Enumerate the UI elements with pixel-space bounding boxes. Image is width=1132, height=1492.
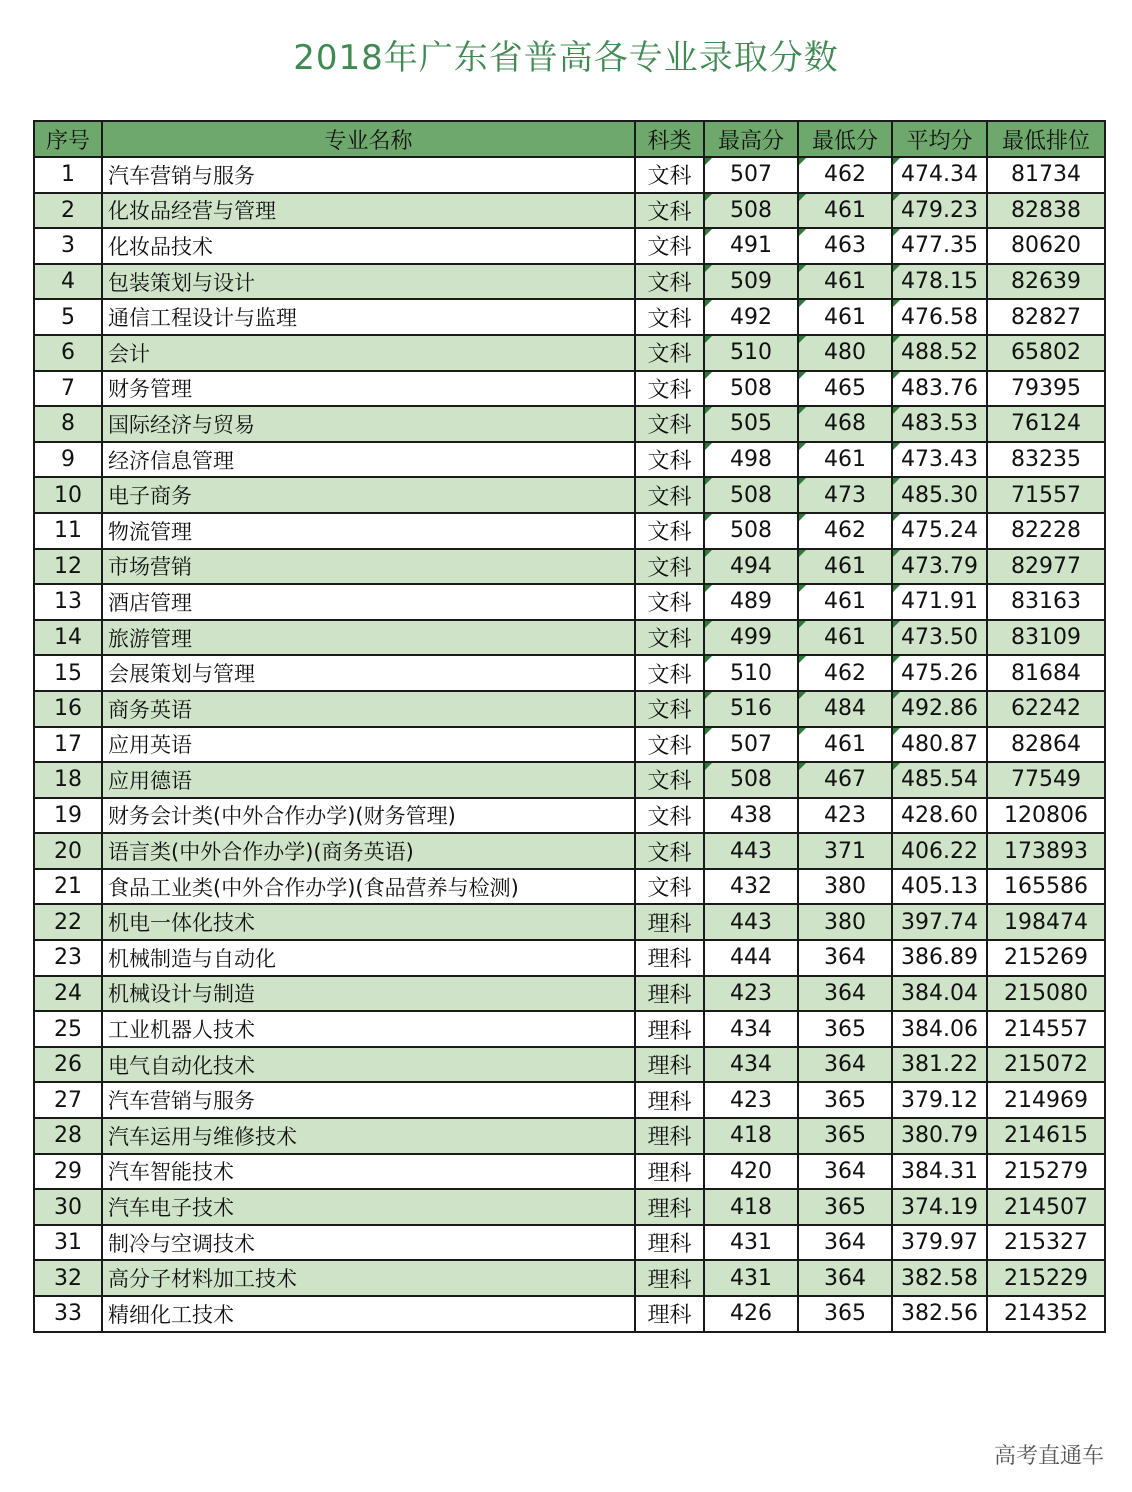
- header-avg-score: 平均分: [892, 121, 987, 157]
- cell-min-rank: 215072: [987, 1047, 1105, 1083]
- cell-max-score: 507: [704, 727, 798, 763]
- cell-min-rank: 76124: [987, 406, 1105, 442]
- table-row: [34, 1225, 1105, 1261]
- cell-track: 文科: [635, 335, 704, 371]
- cell-avg-score: 492.86: [892, 691, 987, 727]
- cell-track: 理科: [635, 1082, 704, 1118]
- cell-index: 1: [34, 157, 102, 193]
- cell-major-name: 会计: [102, 335, 635, 371]
- cell-min-rank: 198474: [987, 904, 1105, 940]
- cell-avg-score: 478.15: [892, 264, 987, 300]
- admission-scores-table: [33, 120, 1106, 1333]
- cell-max-score: 426: [704, 1296, 798, 1332]
- cell-major-name: 经济信息管理: [102, 442, 635, 478]
- cell-index: 9: [34, 442, 102, 478]
- cell-avg-score: 386.89: [892, 940, 987, 976]
- cell-track: 文科: [635, 513, 704, 549]
- cell-major-name: 食品工业类(中外合作办学)(食品营养与检测): [102, 869, 635, 905]
- cell-track: 理科: [635, 1225, 704, 1261]
- table-row: [34, 299, 1105, 335]
- cell-track: 文科: [635, 869, 704, 905]
- cell-avg-score: 374.19: [892, 1189, 987, 1225]
- cell-min-rank: 83109: [987, 620, 1105, 656]
- table-row: [34, 228, 1105, 264]
- table-row: [34, 869, 1105, 905]
- cell-index: 22: [34, 904, 102, 940]
- cell-min-rank: 80620: [987, 228, 1105, 264]
- cell-track: 文科: [635, 549, 704, 585]
- cell-track: 理科: [635, 1154, 704, 1190]
- cell-min-score: 364: [798, 1260, 892, 1296]
- cell-index: 21: [34, 869, 102, 905]
- table-row: [34, 798, 1105, 834]
- cell-min-rank: 83163: [987, 584, 1105, 620]
- cell-track: 文科: [635, 299, 704, 335]
- cell-min-rank: 165586: [987, 869, 1105, 905]
- cell-major-name: 汽车电子技术: [102, 1189, 635, 1225]
- cell-major-name: 精细化工技术: [102, 1296, 635, 1332]
- cell-min-score: 365: [798, 1189, 892, 1225]
- cell-min-score: 480: [798, 335, 892, 371]
- cell-min-rank: 81684: [987, 655, 1105, 691]
- cell-min-rank: 82639: [987, 264, 1105, 300]
- cell-max-score: 438: [704, 798, 798, 834]
- cell-min-score: 365: [798, 1118, 892, 1154]
- cell-min-rank: 214507: [987, 1189, 1105, 1225]
- cell-min-score: 463: [798, 228, 892, 264]
- cell-min-score: 465: [798, 371, 892, 407]
- cell-index: 26: [34, 1047, 102, 1083]
- cell-avg-score: 485.54: [892, 762, 987, 798]
- cell-max-score: 418: [704, 1189, 798, 1225]
- cell-index: 3: [34, 228, 102, 264]
- cell-track: 文科: [635, 264, 704, 300]
- cell-track: 理科: [635, 976, 704, 1012]
- cell-major-name: 财务会计类(中外合作办学)(财务管理): [102, 798, 635, 834]
- cell-major-name: 语言类(中外合作办学)(商务英语): [102, 833, 635, 869]
- cell-avg-score: 384.31: [892, 1154, 987, 1190]
- cell-max-score: 434: [704, 1047, 798, 1083]
- cell-avg-score: 485.30: [892, 477, 987, 513]
- cell-major-name: 汽车营销与服务: [102, 1082, 635, 1118]
- cell-index: 17: [34, 727, 102, 763]
- cell-avg-score: 397.74: [892, 904, 987, 940]
- cell-max-score: 432: [704, 869, 798, 905]
- cell-index: 13: [34, 584, 102, 620]
- cell-major-name: 化妆品技术: [102, 228, 635, 264]
- cell-index: 30: [34, 1189, 102, 1225]
- table-header-row: [34, 121, 1105, 157]
- cell-min-score: 380: [798, 904, 892, 940]
- cell-avg-score: 406.22: [892, 833, 987, 869]
- cell-avg-score: 483.76: [892, 371, 987, 407]
- cell-major-name: 应用德语: [102, 762, 635, 798]
- cell-avg-score: 405.13: [892, 869, 987, 905]
- cell-max-score: 516: [704, 691, 798, 727]
- cell-index: 19: [34, 798, 102, 834]
- table-row: [34, 264, 1105, 300]
- cell-min-score: 462: [798, 513, 892, 549]
- cell-min-rank: 77549: [987, 762, 1105, 798]
- cell-major-name: 机电一体化技术: [102, 904, 635, 940]
- cell-max-score: 505: [704, 406, 798, 442]
- cell-index: 32: [34, 1260, 102, 1296]
- table-row: [34, 1082, 1105, 1118]
- cell-index: 7: [34, 371, 102, 407]
- cell-avg-score: 479.23: [892, 193, 987, 229]
- cell-min-rank: 215327: [987, 1225, 1105, 1261]
- cell-max-score: 423: [704, 1082, 798, 1118]
- cell-track: 文科: [635, 442, 704, 478]
- cell-min-rank: 81734: [987, 157, 1105, 193]
- cell-avg-score: 428.60: [892, 798, 987, 834]
- cell-avg-score: 381.22: [892, 1047, 987, 1083]
- cell-index: 10: [34, 477, 102, 513]
- cell-min-rank: 82838: [987, 193, 1105, 229]
- table-row: [34, 940, 1105, 976]
- cell-avg-score: 476.58: [892, 299, 987, 335]
- cell-max-score: 499: [704, 620, 798, 656]
- header-track: 科类: [635, 121, 704, 157]
- cell-major-name: 商务英语: [102, 691, 635, 727]
- cell-max-score: 508: [704, 193, 798, 229]
- table-row: [34, 833, 1105, 869]
- watermark-text: 高考直通车: [993, 1444, 1104, 1469]
- cell-min-score: 364: [798, 976, 892, 1012]
- table-row: [34, 442, 1105, 478]
- header-index: 序号: [34, 121, 102, 157]
- cell-index: 24: [34, 976, 102, 1012]
- cell-min-score: 364: [798, 1225, 892, 1261]
- cell-min-score: 364: [798, 1047, 892, 1083]
- cell-index: 23: [34, 940, 102, 976]
- cell-avg-score: 475.24: [892, 513, 987, 549]
- cell-major-name: 电子商务: [102, 477, 635, 513]
- cell-min-score: 468: [798, 406, 892, 442]
- cell-avg-score: 473.43: [892, 442, 987, 478]
- cell-min-score: 462: [798, 157, 892, 193]
- cell-avg-score: 380.79: [892, 1118, 987, 1154]
- table-row: [34, 976, 1105, 1012]
- cell-min-rank: 120806: [987, 798, 1105, 834]
- cell-min-rank: 173893: [987, 833, 1105, 869]
- cell-min-score: 462: [798, 655, 892, 691]
- cell-index: 15: [34, 655, 102, 691]
- cell-track: 文科: [635, 228, 704, 264]
- cell-index: 20: [34, 833, 102, 869]
- cell-avg-score: 474.34: [892, 157, 987, 193]
- cell-min-rank: 214615: [987, 1118, 1105, 1154]
- cell-max-score: 443: [704, 904, 798, 940]
- cell-track: 文科: [635, 762, 704, 798]
- cell-track: 文科: [635, 620, 704, 656]
- cell-min-rank: 82228: [987, 513, 1105, 549]
- cell-major-name: 化妆品经营与管理: [102, 193, 635, 229]
- cell-min-score: 473: [798, 477, 892, 513]
- cell-track: 理科: [635, 1047, 704, 1083]
- cell-index: 6: [34, 335, 102, 371]
- table-row: [34, 584, 1105, 620]
- cell-avg-score: 473.79: [892, 549, 987, 585]
- cell-min-rank: 214557: [987, 1011, 1105, 1047]
- cell-min-score: 364: [798, 1154, 892, 1190]
- cell-avg-score: 477.35: [892, 228, 987, 264]
- table-row: [34, 1118, 1105, 1154]
- cell-major-name: 会展策划与管理: [102, 655, 635, 691]
- cell-track: 文科: [635, 406, 704, 442]
- cell-max-score: 491: [704, 228, 798, 264]
- cell-major-name: 酒店管理: [102, 584, 635, 620]
- cell-track: 理科: [635, 1118, 704, 1154]
- cell-min-rank: 215080: [987, 976, 1105, 1012]
- cell-avg-score: 471.91: [892, 584, 987, 620]
- cell-major-name: 物流管理: [102, 513, 635, 549]
- cell-min-rank: 82864: [987, 727, 1105, 763]
- cell-major-name: 制冷与空调技术: [102, 1225, 635, 1261]
- cell-index: 29: [34, 1154, 102, 1190]
- table-row: [34, 157, 1105, 193]
- cell-avg-score: 379.12: [892, 1082, 987, 1118]
- cell-track: 理科: [635, 904, 704, 940]
- cell-track: 理科: [635, 1260, 704, 1296]
- cell-max-score: 494: [704, 549, 798, 585]
- cell-max-score: 508: [704, 477, 798, 513]
- cell-max-score: 510: [704, 655, 798, 691]
- cell-min-score: 461: [798, 727, 892, 763]
- cell-index: 14: [34, 620, 102, 656]
- cell-index: 33: [34, 1296, 102, 1332]
- cell-min-score: 467: [798, 762, 892, 798]
- cell-major-name: 应用英语: [102, 727, 635, 763]
- cell-min-rank: 215229: [987, 1260, 1105, 1296]
- table-body: [34, 157, 1105, 1332]
- cell-track: 文科: [635, 371, 704, 407]
- table-row: [34, 1154, 1105, 1190]
- cell-min-score: 380: [798, 869, 892, 905]
- table-row: [34, 1260, 1105, 1296]
- cell-major-name: 汽车运用与维修技术: [102, 1118, 635, 1154]
- cell-avg-score: 379.97: [892, 1225, 987, 1261]
- cell-track: 理科: [635, 1296, 704, 1332]
- cell-max-score: 489: [704, 584, 798, 620]
- cell-min-score: 423: [798, 798, 892, 834]
- table-row: [34, 335, 1105, 371]
- cell-max-score: 507: [704, 157, 798, 193]
- cell-track: 文科: [635, 584, 704, 620]
- table-row: [34, 1296, 1105, 1332]
- table-row: [34, 1011, 1105, 1047]
- cell-major-name: 高分子材料加工技术: [102, 1260, 635, 1296]
- table-row: [34, 193, 1105, 229]
- cell-major-name: 机械制造与自动化: [102, 940, 635, 976]
- cell-min-rank: 82827: [987, 299, 1105, 335]
- cell-index: 8: [34, 406, 102, 442]
- cell-min-rank: 82977: [987, 549, 1105, 585]
- cell-min-score: 461: [798, 549, 892, 585]
- cell-avg-score: 382.56: [892, 1296, 987, 1332]
- cell-track: 理科: [635, 1189, 704, 1225]
- cell-max-score: 434: [704, 1011, 798, 1047]
- cell-major-name: 工业机器人技术: [102, 1011, 635, 1047]
- cell-track: 文科: [635, 477, 704, 513]
- table-row: [34, 1189, 1105, 1225]
- cell-min-score: 461: [798, 264, 892, 300]
- header-max-score: 最高分: [704, 121, 798, 157]
- cell-max-score: 508: [704, 371, 798, 407]
- cell-max-score: 444: [704, 940, 798, 976]
- cell-index: 12: [34, 549, 102, 585]
- cell-max-score: 443: [704, 833, 798, 869]
- cell-major-name: 市场营销: [102, 549, 635, 585]
- cell-index: 4: [34, 264, 102, 300]
- cell-index: 27: [34, 1082, 102, 1118]
- cell-avg-score: 475.26: [892, 655, 987, 691]
- cell-index: 18: [34, 762, 102, 798]
- table-row: [34, 1047, 1105, 1083]
- cell-min-score: 365: [798, 1011, 892, 1047]
- cell-max-score: 498: [704, 442, 798, 478]
- cell-index: 28: [34, 1118, 102, 1154]
- cell-track: 文科: [635, 691, 704, 727]
- cell-max-score: 508: [704, 762, 798, 798]
- cell-track: 理科: [635, 1011, 704, 1047]
- cell-major-name: 汽车智能技术: [102, 1154, 635, 1190]
- cell-major-name: 财务管理: [102, 371, 635, 407]
- cell-track: 文科: [635, 798, 704, 834]
- table-row: [34, 549, 1105, 585]
- table-row: [34, 904, 1105, 940]
- cell-major-name: 国际经济与贸易: [102, 406, 635, 442]
- cell-min-score: 461: [798, 442, 892, 478]
- table-row: [34, 406, 1105, 442]
- cell-major-name: 电气自动化技术: [102, 1047, 635, 1083]
- cell-track: 文科: [635, 727, 704, 763]
- cell-avg-score: 384.04: [892, 976, 987, 1012]
- cell-avg-score: 480.87: [892, 727, 987, 763]
- cell-index: 25: [34, 1011, 102, 1047]
- cell-max-score: 509: [704, 264, 798, 300]
- cell-major-name: 旅游管理: [102, 620, 635, 656]
- cell-track: 理科: [635, 940, 704, 976]
- cell-min-rank: 71557: [987, 477, 1105, 513]
- cell-min-score: 461: [798, 299, 892, 335]
- cell-min-rank: 83235: [987, 442, 1105, 478]
- header-min-score: 最低分: [798, 121, 892, 157]
- cell-index: 11: [34, 513, 102, 549]
- cell-major-name: 通信工程设计与监理: [102, 299, 635, 335]
- cell-min-score: 371: [798, 833, 892, 869]
- cell-major-name: 包装策划与设计: [102, 264, 635, 300]
- cell-min-score: 461: [798, 193, 892, 229]
- cell-index: 16: [34, 691, 102, 727]
- cell-min-rank: 65802: [987, 335, 1105, 371]
- cell-avg-score: 384.06: [892, 1011, 987, 1047]
- cell-min-score: 484: [798, 691, 892, 727]
- cell-track: 文科: [635, 157, 704, 193]
- cell-track: 文科: [635, 193, 704, 229]
- cell-major-name: 机械设计与制造: [102, 976, 635, 1012]
- cell-min-rank: 215269: [987, 940, 1105, 976]
- header-min-rank: 最低排位: [987, 121, 1105, 157]
- cell-avg-score: 483.53: [892, 406, 987, 442]
- cell-avg-score: 488.52: [892, 335, 987, 371]
- table-row: [34, 762, 1105, 798]
- cell-max-score: 418: [704, 1118, 798, 1154]
- cell-min-score: 364: [798, 940, 892, 976]
- header-major-name: 专业名称: [102, 121, 635, 157]
- table-row: [34, 620, 1105, 656]
- cell-min-rank: 62242: [987, 691, 1105, 727]
- cell-major-name: 汽车营销与服务: [102, 157, 635, 193]
- cell-max-score: 420: [704, 1154, 798, 1190]
- cell-min-score: 461: [798, 620, 892, 656]
- cell-max-score: 431: [704, 1260, 798, 1296]
- table-row: [34, 477, 1105, 513]
- cell-index: 5: [34, 299, 102, 335]
- cell-track: 文科: [635, 833, 704, 869]
- cell-min-rank: 214969: [987, 1082, 1105, 1118]
- cell-min-score: 461: [798, 584, 892, 620]
- cell-avg-score: 382.58: [892, 1260, 987, 1296]
- table-row: [34, 727, 1105, 763]
- cell-min-score: 365: [798, 1082, 892, 1118]
- cell-min-rank: 214352: [987, 1296, 1105, 1332]
- cell-max-score: 508: [704, 513, 798, 549]
- cell-max-score: 431: [704, 1225, 798, 1261]
- table-row: [34, 513, 1105, 549]
- table-row: [34, 655, 1105, 691]
- cell-min-rank: 215279: [987, 1154, 1105, 1190]
- cell-index: 31: [34, 1225, 102, 1261]
- cell-avg-score: 473.50: [892, 620, 987, 656]
- table-row: [34, 691, 1105, 727]
- cell-track: 文科: [635, 655, 704, 691]
- cell-max-score: 492: [704, 299, 798, 335]
- cell-index: 2: [34, 193, 102, 229]
- cell-max-score: 423: [704, 976, 798, 1012]
- page-title: 2018年广东省普高各专业录取分数: [293, 38, 839, 78]
- cell-max-score: 510: [704, 335, 798, 371]
- cell-min-score: 365: [798, 1296, 892, 1332]
- table-row: [34, 371, 1105, 407]
- cell-min-rank: 79395: [987, 371, 1105, 407]
